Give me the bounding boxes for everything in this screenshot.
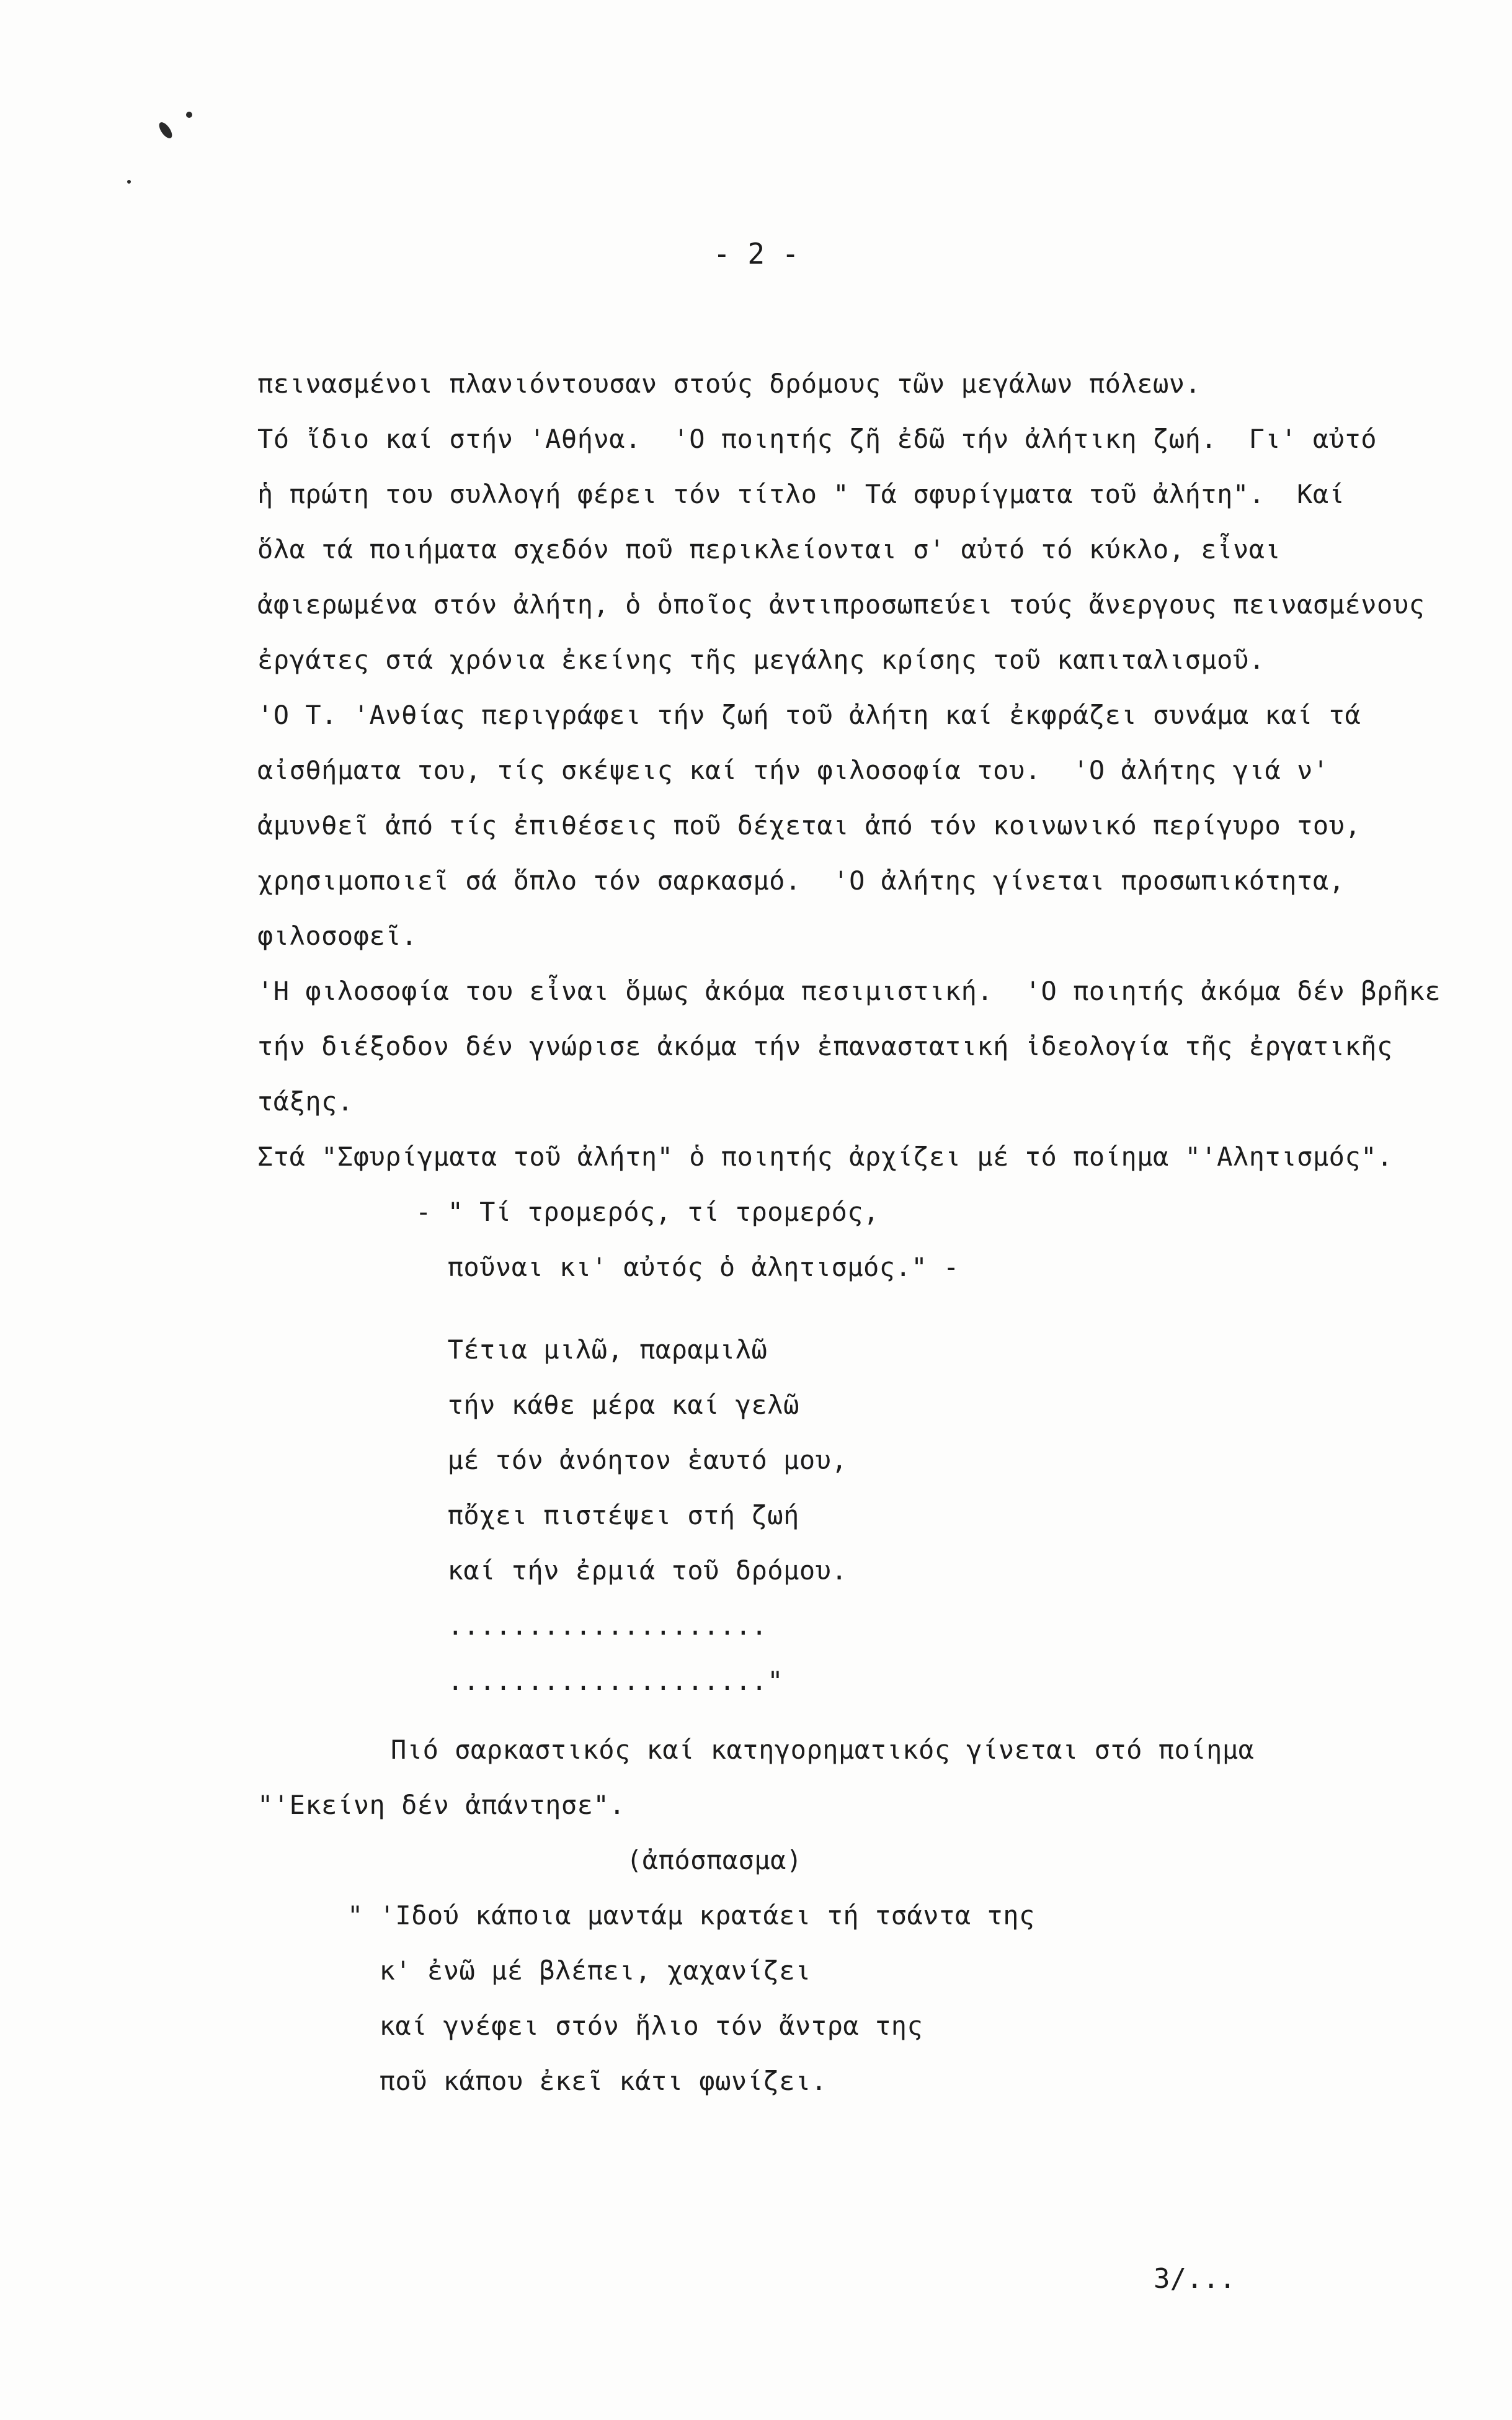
text-line: ἀφιερωμένα στόν ἀλήτη, ὁ ὁποῖος ἀντιπροσωπεύει τούς ἄνεργους πεινασμένους [257, 589, 1425, 620]
poem-line: " 'Ιδού κάποια μαντάμ κρατάει τή τσάντα της [347, 1900, 1035, 1931]
text-line: φιλοσοφεῖ. [257, 921, 417, 951]
text-line: ἐργάτες στά χρόνια ἐκείνης τῆς μεγάλης κρίσης τοῦ καπιταλισμοῦ. [257, 645, 1265, 675]
text-line: ἡ πρώτη του συλλογή φέρει τόν τίτλο " Τά σφυρίγματα τοῦ ἀλήτη". Καί [257, 479, 1345, 509]
text-line: τήν διέξοδον δέν γνώρισε ἀκόμα τήν ἐπαναστατική ἰδεολογία τῆς ἐργατικῆς [257, 1031, 1393, 1061]
text-line: 'Η φιλοσοφία του εἶναι ὅμως ἀκόμα πεσιμιστική. 'Ο ποιητής ἀκόμα δέν βρῆκε [257, 976, 1441, 1006]
text-line: Τό ἴδιο καί στήν 'Αθήνα. 'Ο ποιητής ζῆ ἐδῶ τήν ἀλήτικη ζωή. Γι' αὐτό [257, 424, 1377, 454]
excerpt-label: (ἀπόσπασμα) [626, 1845, 803, 1875]
poem-line: μέ τόν ἀνόητον ἑαυτό μου, [416, 1445, 848, 1475]
poem-line: - " Τί τρομερός, τί τρομερός, [416, 1197, 879, 1227]
ink-mark [157, 120, 175, 141]
text-line: "'Εκείνη δέν ἀπάντησε". [257, 1790, 626, 1820]
page-number: - 2 - [713, 237, 799, 270]
continuation-marker: 3/... [1154, 2263, 1236, 2295]
text-line: πεινασμένοι πλανιόντουσαν στούς δρόμους τῶν μεγάλων πόλεων. [257, 368, 1201, 399]
poem-line: πὄχει πιστέψει στή ζωή [416, 1500, 799, 1530]
text-line: τάξης. [257, 1086, 354, 1117]
text-line: ὅλα τά ποιήματα σχεδόν ποῦ περικλείονται σ' αὐτό τό κύκλο, εἶναι [257, 534, 1281, 565]
text-line: ἀμυνθεῖ ἀπό τίς ἐπιθέσεις ποῦ δέχεται ἀπό τόν κοινωνικό περίγυρο του, [257, 810, 1361, 841]
text-line: χρησιμοποιεῖ σά ὅπλο τόν σαρκασμό. 'Ο ἀλήτης γίνεται προσωπικότητα, [257, 865, 1345, 896]
poem-line: .................... [416, 1610, 768, 1641]
poem-line: ποῦ κάπου ἐκεῖ κάτι φωνίζει. [347, 2066, 827, 2096]
poem-line: ...................." [416, 1666, 784, 1696]
text-line: 'Ο Τ. 'Ανθίας περιγράφει τήν ζωή τοῦ ἀλήτη καί ἐκφράζει συνάμα καί τά [257, 700, 1361, 730]
poem-line: ποῦναι κι' αὐτός ὁ ἀλητισμός." - [416, 1252, 959, 1282]
poem-line: καί τήν ἐρμιά τοῦ δρόμου. [416, 1555, 848, 1586]
poem-line: Τέτια μιλῶ, παραμιλῶ [416, 1334, 768, 1365]
poem-line: τήν κάθε μέρα καί γελῶ [416, 1390, 799, 1420]
poem-line: κ' ἐνῶ μέ βλέπει, χαχανίζει [347, 1955, 811, 1986]
text-line: Στά "Σφυρίγματα τοῦ ἀλήτη" ὁ ποιητής ἀρχίζει μέ τό ποίημα "'Αλητισμός". [257, 1141, 1393, 1172]
poem-line: καί γνέφει στόν ἥλιο τόν ἄντρα της [347, 2011, 923, 2041]
text-line: αἰσθήματα του, τίς σκέψεις καί τήν φιλοσοφία του. 'Ο ἀλήτης γιά ν' [257, 755, 1329, 785]
text-line: Πιό σαρκαστικός καί κατηγορηματικός γίνεται στό ποίημα [391, 1735, 1255, 1765]
ink-speck [127, 180, 131, 184]
ink-speck [186, 112, 192, 118]
